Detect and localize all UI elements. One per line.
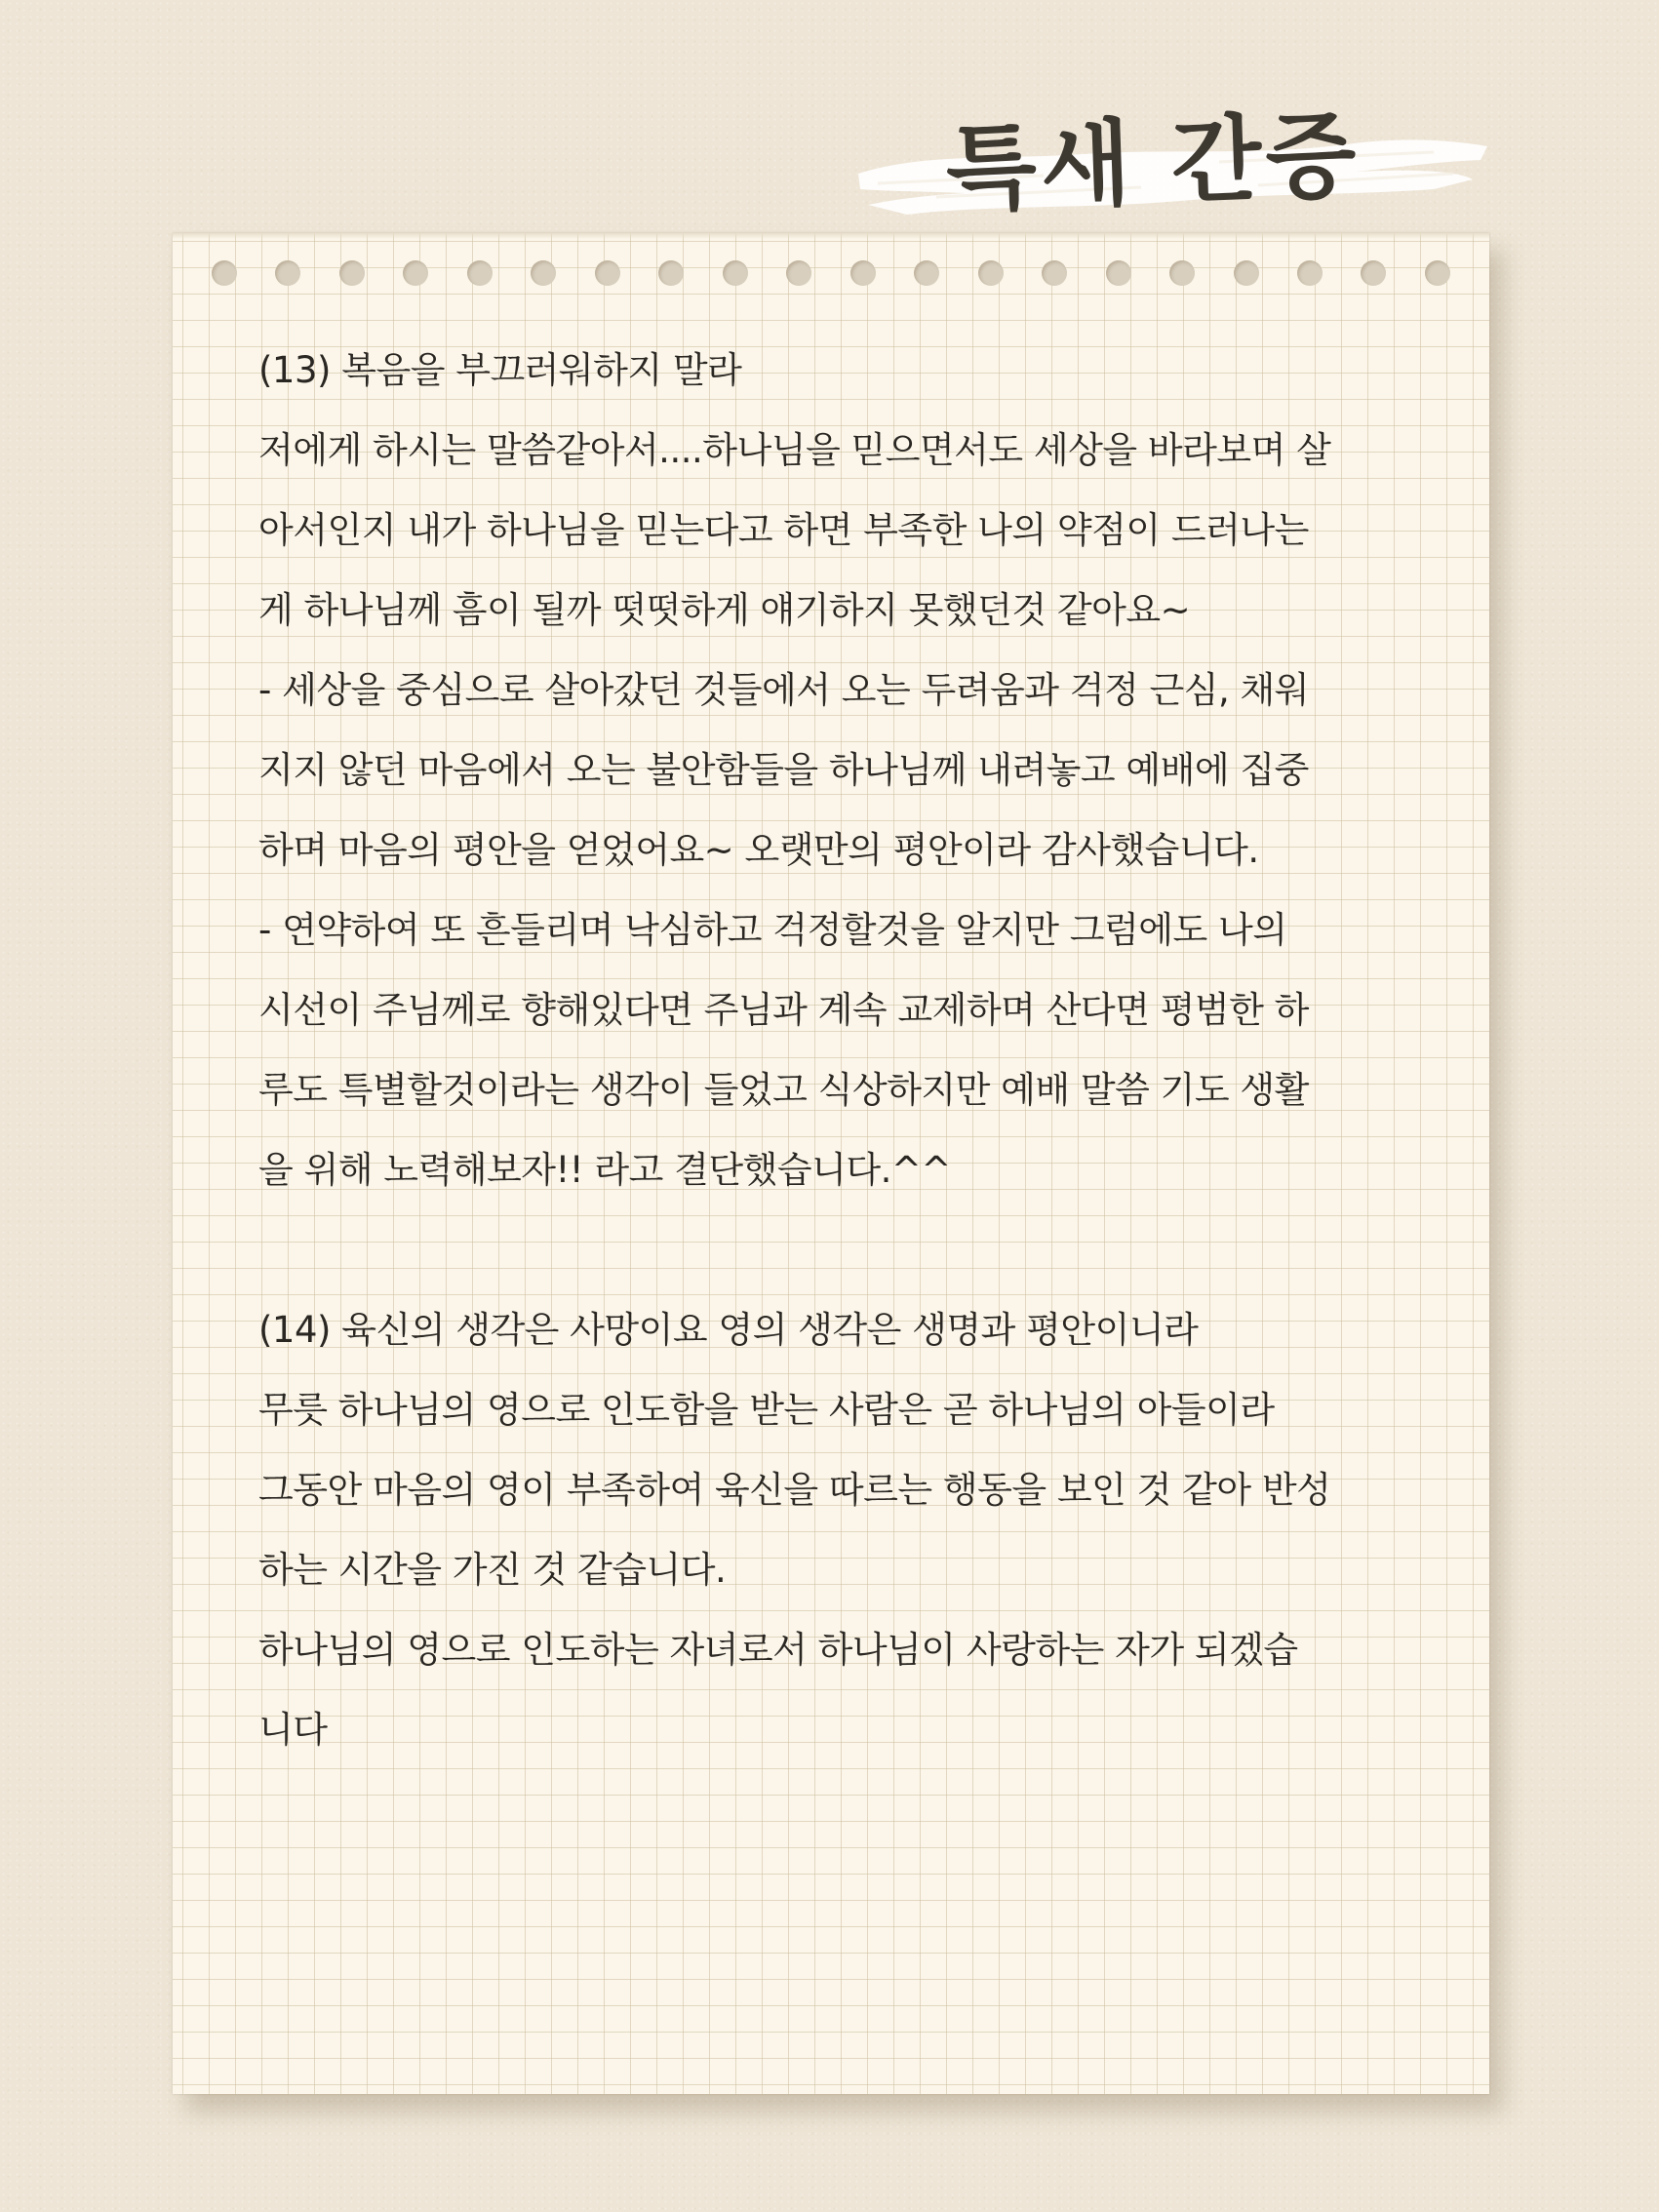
page-title: 특새 간증 xyxy=(944,100,1363,224)
entry-text-line: 게 하나님께 흠이 될까 떳떳하게 얘기하지 못했던것 같아요~ xyxy=(258,589,1191,631)
binder-hole xyxy=(1297,260,1323,286)
entry-heading: (13) 복음을 부끄러워하지 말라 xyxy=(258,349,742,391)
binder-hole xyxy=(658,260,684,286)
entry-text-line: - 연약하여 또 흔들리며 낙심하고 걱정할것을 알지만 그럼에도 나의 xyxy=(258,909,1287,951)
binder-hole xyxy=(1169,260,1195,286)
notepad-sheet xyxy=(173,233,1489,2094)
entry-text-line: 무릇 하나님의 영으로 인도함을 받는 사람은 곧 하나님의 아들이라 xyxy=(258,1389,1275,1431)
binder-hole xyxy=(275,260,300,286)
binder-hole xyxy=(467,260,493,286)
binder-hole xyxy=(212,260,237,286)
entry-text-line: 시선이 주님께로 향해있다면 주님과 계속 교제하며 산다면 평범한 하 xyxy=(258,989,1309,1031)
title-area xyxy=(849,59,1492,224)
entry-text-line: - 세상을 중심으로 살아갔던 것들에서 오는 두려움과 걱정 근심, 채워 xyxy=(258,669,1309,711)
binder-hole xyxy=(403,260,428,286)
entry-text-line: 을 위해 노력해보자!! 라고 결단했습니다.^^ xyxy=(258,1149,951,1191)
binder-hole xyxy=(531,260,556,286)
entry-text-line: 하며 마음의 평안을 얻었어요~ 오랫만의 평안이라 감사했습니다. xyxy=(258,829,1259,871)
binder-hole xyxy=(1042,260,1067,286)
entry-spacer xyxy=(258,1210,1439,1290)
entry-text-line: 저에게 하시는 말씀같아서....하나님을 믿으면서도 세상을 바라보며 살 xyxy=(258,429,1331,471)
binder-hole xyxy=(1361,260,1386,286)
binder-hole xyxy=(914,260,939,286)
entry-text-line: 지지 않던 마음에서 오는 불안함들을 하나님께 내려놓고 예배에 집중 xyxy=(258,749,1309,791)
entry-text-line: 니다 xyxy=(258,1709,328,1751)
binder-hole xyxy=(850,260,876,286)
binder-hole xyxy=(1234,260,1259,286)
binder-hole xyxy=(723,260,748,286)
entry-heading: (14) 육신의 생각은 사망이요 영의 생각은 생명과 평안이니라 xyxy=(258,1309,1199,1351)
entry-text-line: 아서인지 내가 하나님을 믿는다고 하면 부족한 나의 약점이 드러나는 xyxy=(258,509,1309,551)
entry-text-line: 하는 시간을 가진 것 같습니다. xyxy=(258,1549,727,1591)
binder-hole xyxy=(1106,260,1131,286)
entry-text-line: 그동안 마음의 영이 부족하여 육신을 따르는 행동을 보인 것 같아 반성 xyxy=(258,1469,1331,1511)
entry-text-line: 하나님의 영으로 인도하는 자녀로서 하나님이 사랑하는 자가 되겠습 xyxy=(258,1629,1298,1671)
binder-hole xyxy=(339,260,365,286)
testimony-content xyxy=(258,331,1439,1770)
binder-hole xyxy=(978,260,1004,286)
binder-hole xyxy=(1425,260,1450,286)
entry-text-line: 루도 특별할것이라는 생각이 들었고 식상하지만 예배 말씀 기도 생활 xyxy=(258,1069,1309,1111)
binder-hole xyxy=(786,260,811,286)
binder-holes xyxy=(212,260,1450,286)
binder-hole xyxy=(595,260,620,286)
